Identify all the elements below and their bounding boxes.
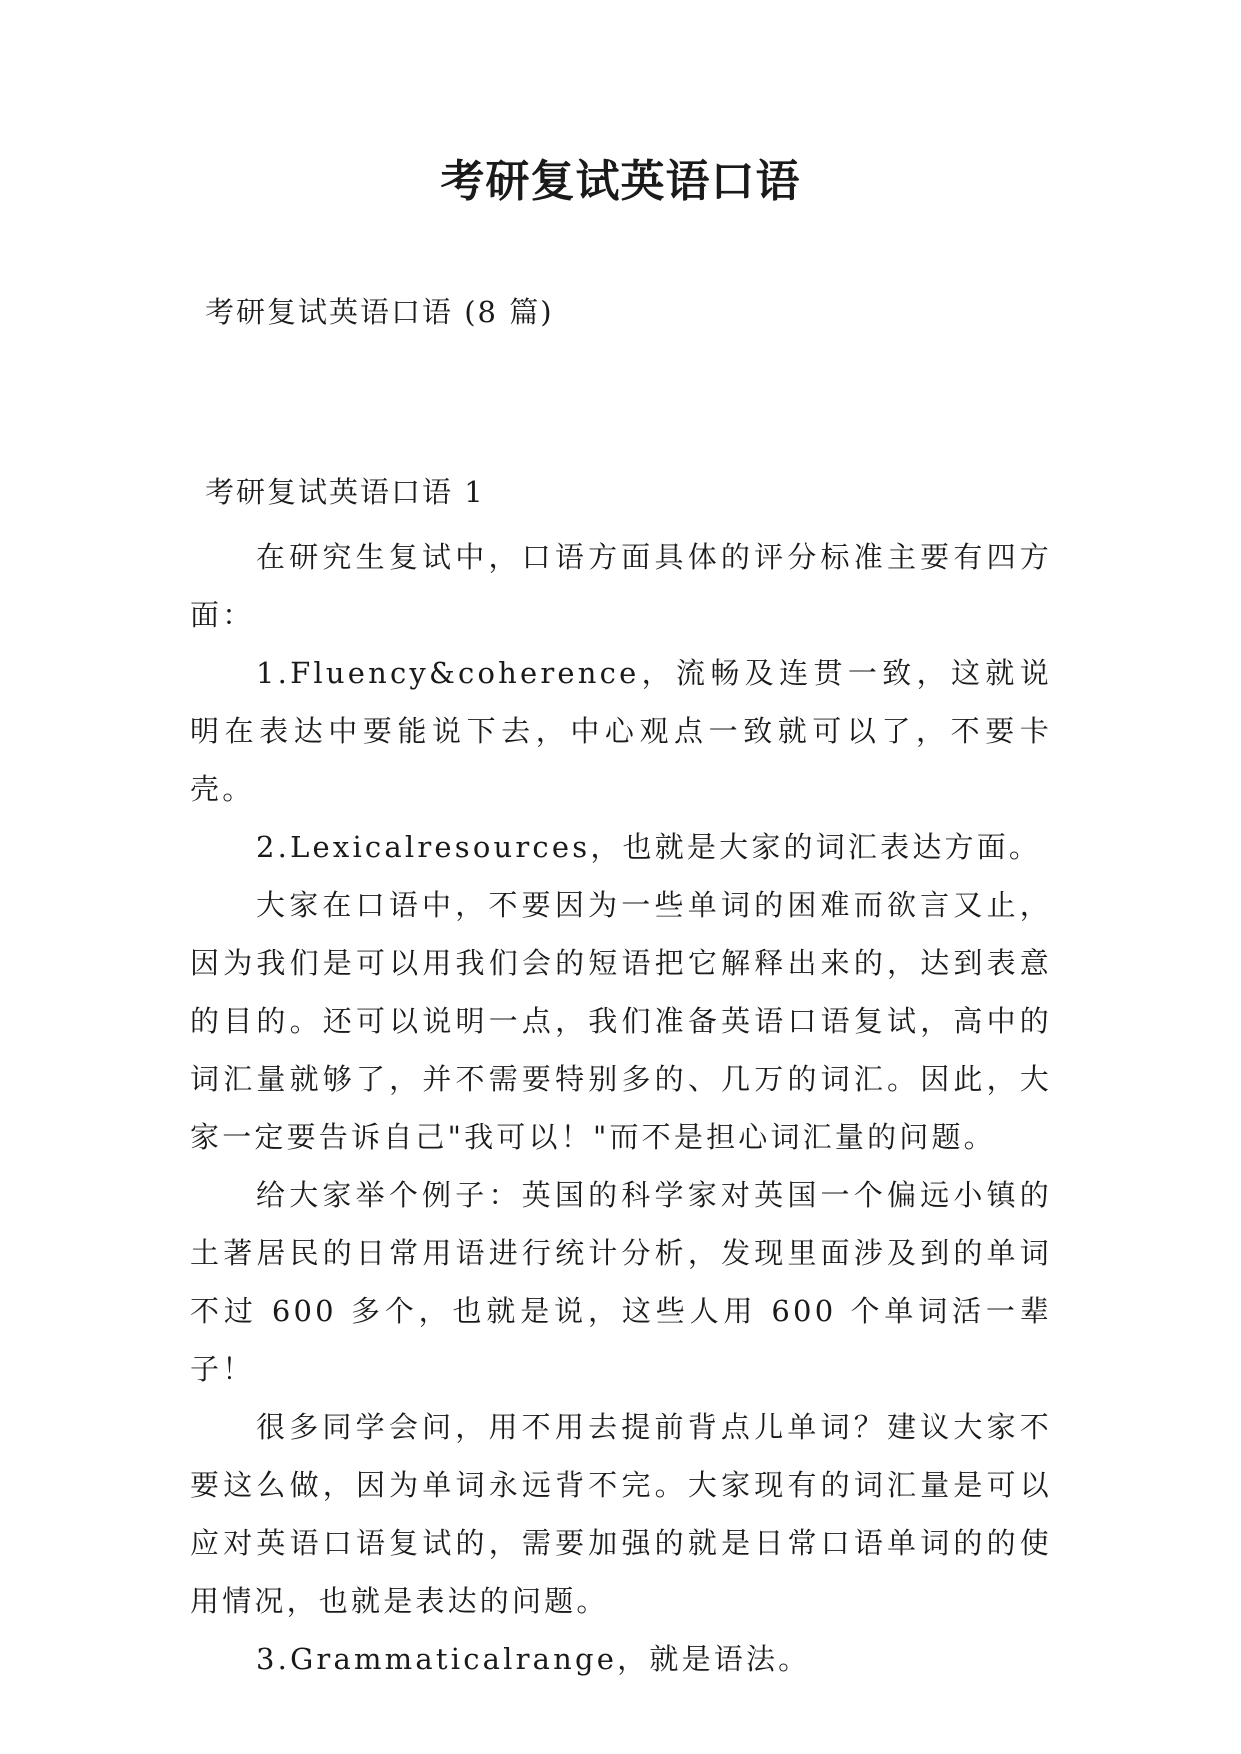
- paragraph: 给大家举个例子：英国的科学家对英国一个偏远小镇的土著居民的日常用语进行统计分析，发现里面涉及到的单词不过 600 多个，也就是说，这些人用 600 个单词活一辈子！: [190, 1178, 1052, 1386]
- paragraph: 1.Fluency&coherence，流畅及连贯一致，这就说明在表达中要能说下去，中心观点一致就可以了，不要卡壳。: [190, 656, 1052, 806]
- paragraph: 大家在口语中，不要因为一些单词的困难而欲言又止，因为我们是可以用我们会的短语把它解释出来的，达到表意的目的。还可以说明一点，我们准备英语口语复试，高中的词汇量就够了，并不需要特别多的、几万的词汇。因此，大家一定要告诉自己"我可以！"而不是担心词汇量的问题。: [190, 888, 1052, 1154]
- paragraph: 3.Grammaticalrange，就是语法。: [256, 1642, 811, 1676]
- paragraph: 在研究生复试中，口语方面具体的评分标准主要有四方面：: [190, 540, 1052, 632]
- body-text: [190, 528, 1052, 1688]
- section-heading: 考研复试英语口语 1: [205, 475, 485, 509]
- document-title: 考研复试英语口语: [440, 156, 801, 207]
- document-subtitle: 考研复试英语口语 (8 篇): [205, 295, 554, 329]
- paragraph: 2.Lexicalresources，也就是大家的词汇表达方面。: [256, 830, 1042, 864]
- paragraph: 很多同学会问，用不用去提前背点儿单词？建议大家不要这么做，因为单词永远背不完。大家现有的词汇量是可以应对英语口语复试的，需要加强的就是日常口语单词的的使用情况，也就是表达的问题。: [190, 1410, 1052, 1618]
